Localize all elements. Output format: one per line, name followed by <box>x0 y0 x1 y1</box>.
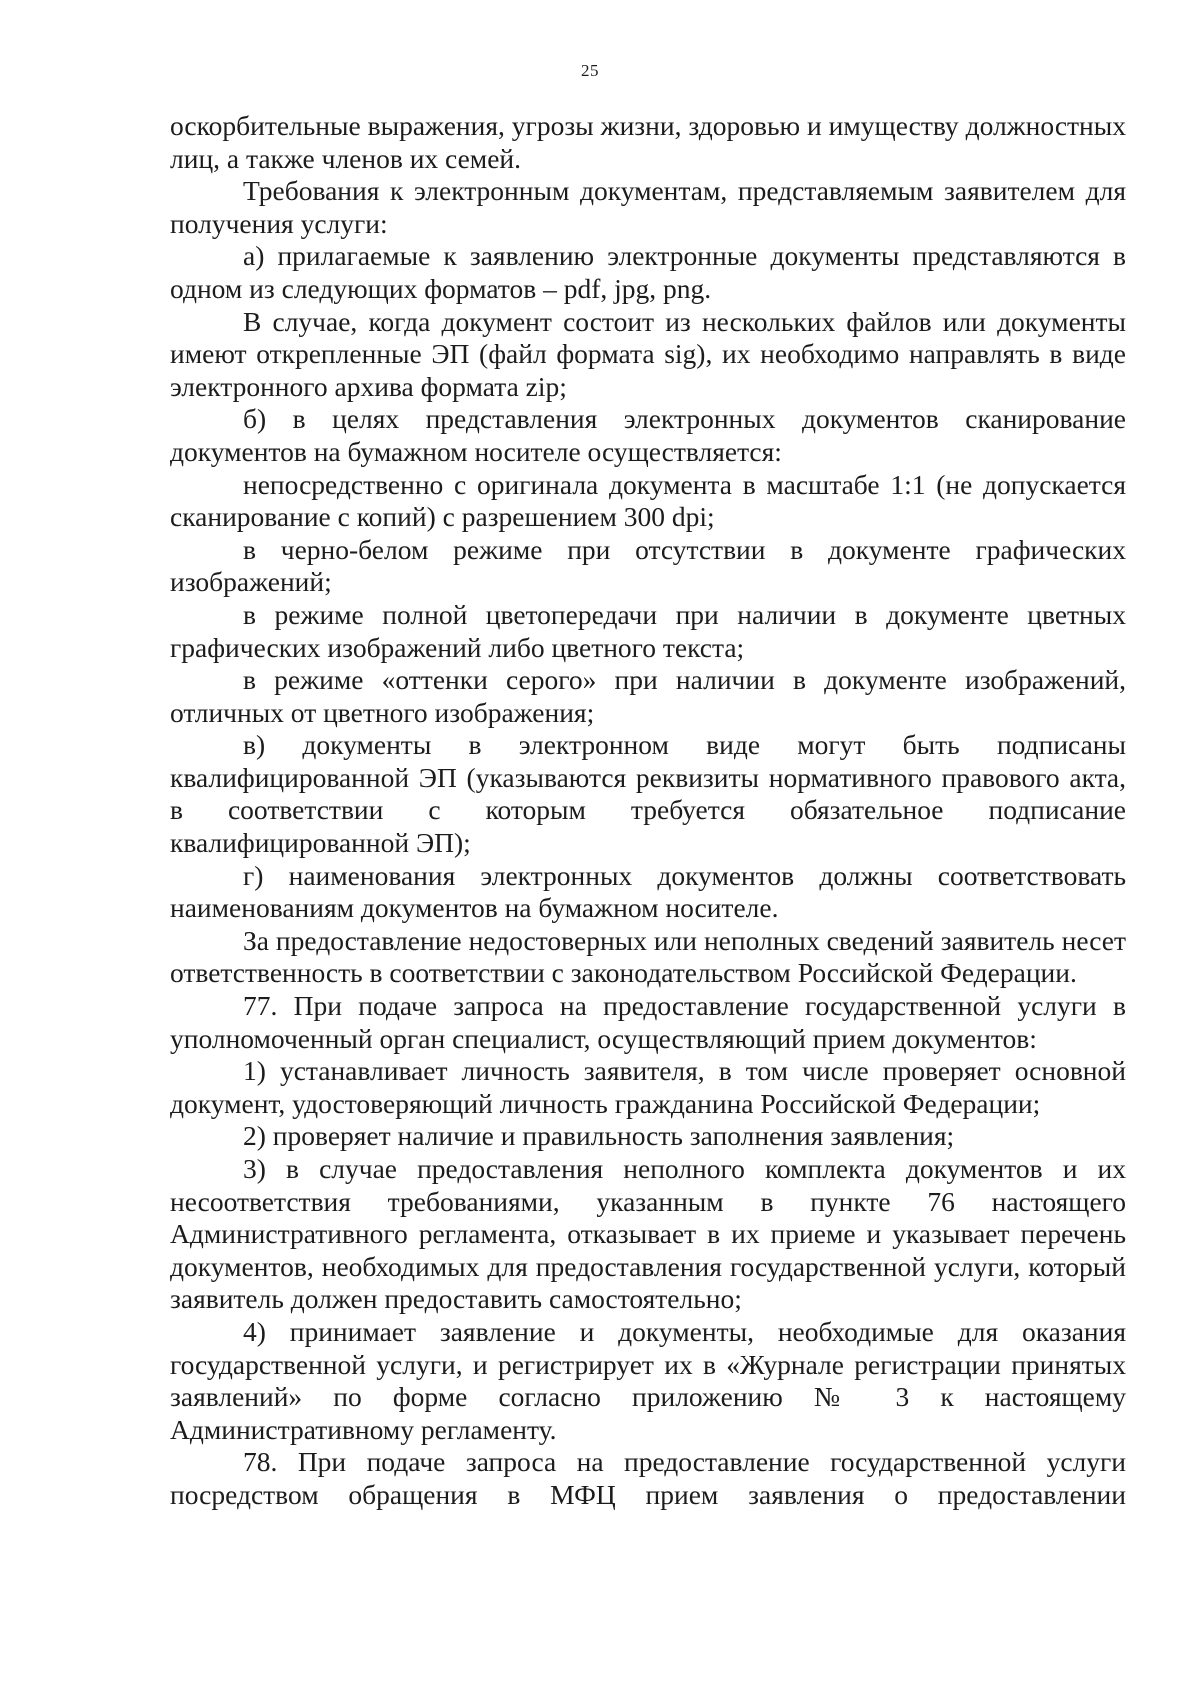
paragraph: 1) устанавливает личность заявителя, в том числе проверяет основной документ, удостоверяющий личность гражданина Российской Федерации; <box>170 1055 1126 1119</box>
paragraph: б) в целях представления электронных документов сканирование документов на бумажном носителе осуществляется: <box>170 403 1126 467</box>
paragraph: 78. При подаче запроса на предоставление государственной услуги посредством обращения в МФЦ прием заявления о предоставлении <box>170 1446 1126 1510</box>
paragraph: 2) проверяет наличие и правильность заполнения заявления; <box>243 1120 955 1152</box>
paragraph: в режиме полной цветопередачи при наличии в документе цветных графических изображений либо цветного текста; <box>170 598 1126 663</box>
document-body <box>170 110 1126 1512</box>
paragraph: непосредственно с оригинала документа в масштабе 1:1 (не допускается сканирование с копий) с разрешением 300 dpi; <box>170 468 1126 533</box>
paragraph: Требования к электронным документам, представляемым заявителем для получения услуги: <box>170 175 1126 239</box>
paragraph: в черно-белом режиме при отсутствии в документе графических изображений; <box>170 533 1126 598</box>
paragraph: 77. При подаче запроса на предоставление государственной услуги в уполномоченный орган специалист, осуществляющий прием документов: <box>170 990 1126 1054</box>
paragraph: г) наименования электронных документов должны соответствовать наименованиям документов на бумажном носителе. <box>170 859 1126 924</box>
paragraph: В случае, когда документ состоит из нескольких файлов или документы имеют открепленные ЭП (файл формата sig), их необходимо направлять в виде электронного архива формата zip; <box>170 305 1126 402</box>
paragraph: оскорбительные выражения, угрозы жизни, здоровью и имуществу должностных лиц, а также членов их семей. <box>170 110 1126 174</box>
page-number: 25 <box>581 61 599 80</box>
paragraph: в режиме «оттенки серого» при наличии в документе изображений, отличных от цветного изображения; <box>170 664 1126 728</box>
paragraph: За предоставление недостоверных или неполных сведений заявитель несет ответственность в соответствии с законодательством Российской Федерации. <box>170 924 1126 989</box>
paragraph: а) прилагаемые к заявлению электронные документы представляются в одном из следующих форматов – pdf, jpg, png. <box>170 240 1126 304</box>
paragraph: 4) принимает заявление и документы, необходимые для оказания государственной услуги, и регистрирует их в «Журнале регистрации принятых заявлений» по форме согласно приложению № 3 к настоящему Административному регламенту. <box>170 1315 1126 1445</box>
paragraph: 3) в случае предоставления неполного комплекта документов и их несоответствия требованиями, указанным в пункте 76 настоящего Административного регламента, отказывает в их приеме и указывает перечень документов, необходимых для предоставления государственной услуги, который заявитель должен предоставить самостоятельно; <box>170 1153 1126 1315</box>
paragraph: в) документы в электронном виде могут быть подписаны квалифицированной ЭП (указываются реквизиты нормативного правового акта, в соответствии с которым требуется обязательное подписание квалифицированной ЭП); <box>170 729 1126 859</box>
